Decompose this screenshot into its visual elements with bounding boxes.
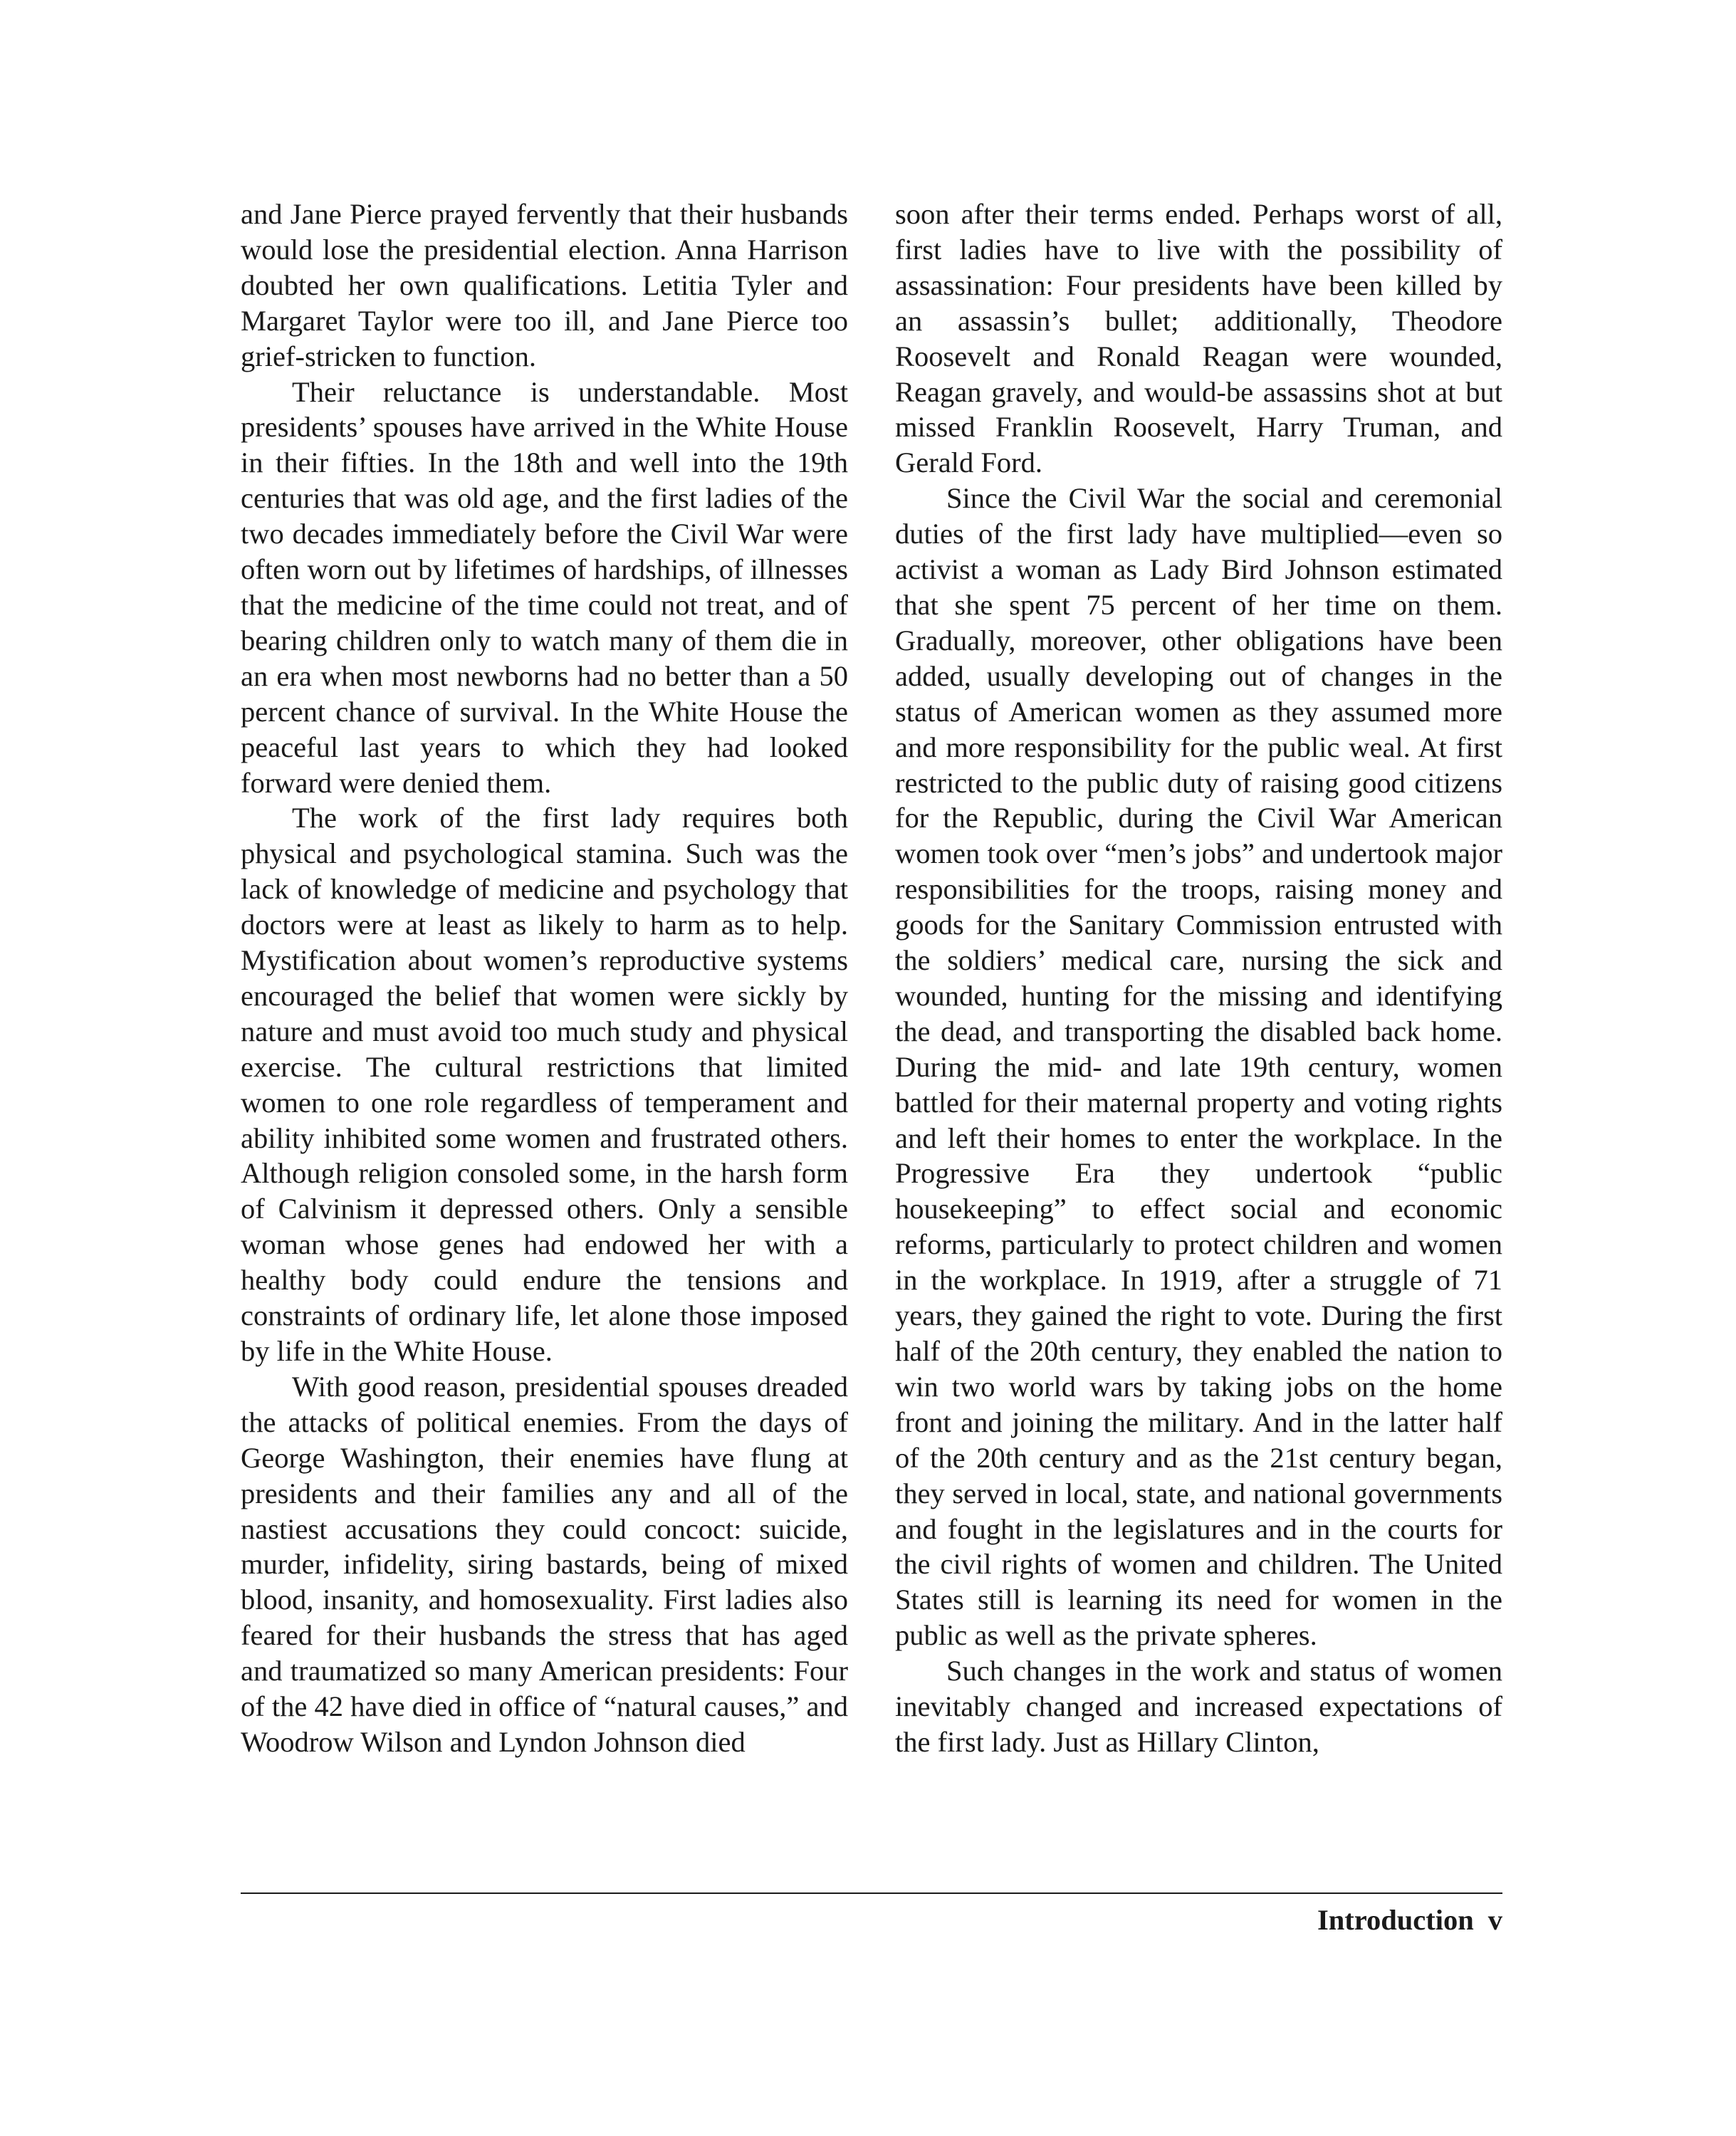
- footer-rule: [241, 1892, 1502, 1894]
- paragraph: Their reluctance is understandable. Most presidents’ spouses have arrived in the White House in their fifties. In the 18th and well into the 19th centuries that was old age, and the first ladies of the two decades immediately before the Civil War were often worn out by lifetimes of hardships, of illnesses that the medicine of the time could not treat, and of bearing children only to watch many of them die in an era when most newborns had no better than a 50 percent chance of survival. In the White House the peaceful last years to which they had looked forward were denied them.: [241, 375, 848, 799]
- running-footer: [1317, 1902, 1502, 1938]
- page-number: v: [1487, 1904, 1502, 1936]
- paragraph-continued: and Jane Pierce prayed fervently that their husbands would lose the presidential election. Anna Harrison doubted her own qualifications. Letitia Tyler and Margaret Taylor were too ill, and Jane Pierce too grief-stricken to function.: [241, 198, 848, 372]
- paragraph: With good reason, presidential spouses dreaded the attacks of political enemies. From the days of George Washington, their enemies have flung at presidents and their families any and all of the nastiest accusations they could concoct: suicide, murder, infidelity, siring bastards, being of mixed blood, insanity, and homosexuality. First ladies also feared for their husbands the stress that has aged and traumatized so many American presidents: Four of the 42 have died in office of “natural causes,” and Woodrow Wilson and Lyndon Johnson died: [241, 1370, 848, 1758]
- right-text-column: [895, 197, 1502, 1760]
- left-text-column: [241, 197, 848, 1760]
- paragraph-continued: soon after their terms ended. Perhaps worst of all, first ladies have to live with the possibility of assassination: Four presidents have been killed by an assassin’s bullet; additionally, Theodore Roosevelt and Ronald Reagan were wounded, Reagan gravely, and would-be assassins shot at but missed Franklin Roosevelt, Harry Truman, and Gerald Ford.: [895, 198, 1502, 479]
- paragraph: Such changes in the work and status of women inevitably changed and increased expectations of the first lady. Just as Hillary Clinton,: [895, 1655, 1502, 1758]
- paragraph: The work of the first lady requires both physical and psychological stamina. Such was the lack of knowledge of medicine and psychology that doctors were at least as likely to harm as to help. Mystification about women’s reproductive systems encouraged the belief that women were sickly by nature and must avoid too much study and physical exercise. The cultural restrictions that limited women to one role regardless of temperament and ability inhibited some women and frustrated others. Although religion consoled some, in the harsh form of Calvinism it depressed others. Only a sensible woman whose genes had endowed her with a healthy body could endure the tensions and constraints of ordinary life, let alone those imposed by life in the White House.: [241, 802, 848, 1367]
- paragraph: Since the Civil War the social and ceremonial duties of the first lady have multiplied—even so activist a woman as Lady Bird Johnson estimated that she spent 75 percent of her time on them. Gradually, moreover, other obligations have been added, usually developing out of changes in the status of American women as they assumed more and more responsibility for the public weal. At first restricted to the public duty of raising good citizens for the Republic, during the Civil War American women took over “men’s jobs” and undertook major responsibilities for the troops, raising money and goods for the Sanitary Commission entrusted with the soldiers’ medical care, nursing the sick and wounded, hunting for the missing and identifying the dead, and transporting the disabled back home. During the mid- and late 19th century, women battled for their maternal property and voting rights and left their homes to enter the workplace. In the Progressive Era they undertook “public housekeeping” to effect social and economic reforms, particularly to protect children and women in the workplace. In 1919, after a struggle of 71 years, they gained the right to vote. During the first half of the 20th century, they enabled the nation to win two world wars by taking jobs on the home front and joining the military. And in the latter half of the 20th century and as the 21st century began, they served in local, state, and national governments and fought in the legislatures and in the courts for the civil rights of women and children. The United States still is learning its need for women in the public as well as the private spheres.: [895, 482, 1502, 1652]
- section-title: Introduction: [1317, 1904, 1474, 1936]
